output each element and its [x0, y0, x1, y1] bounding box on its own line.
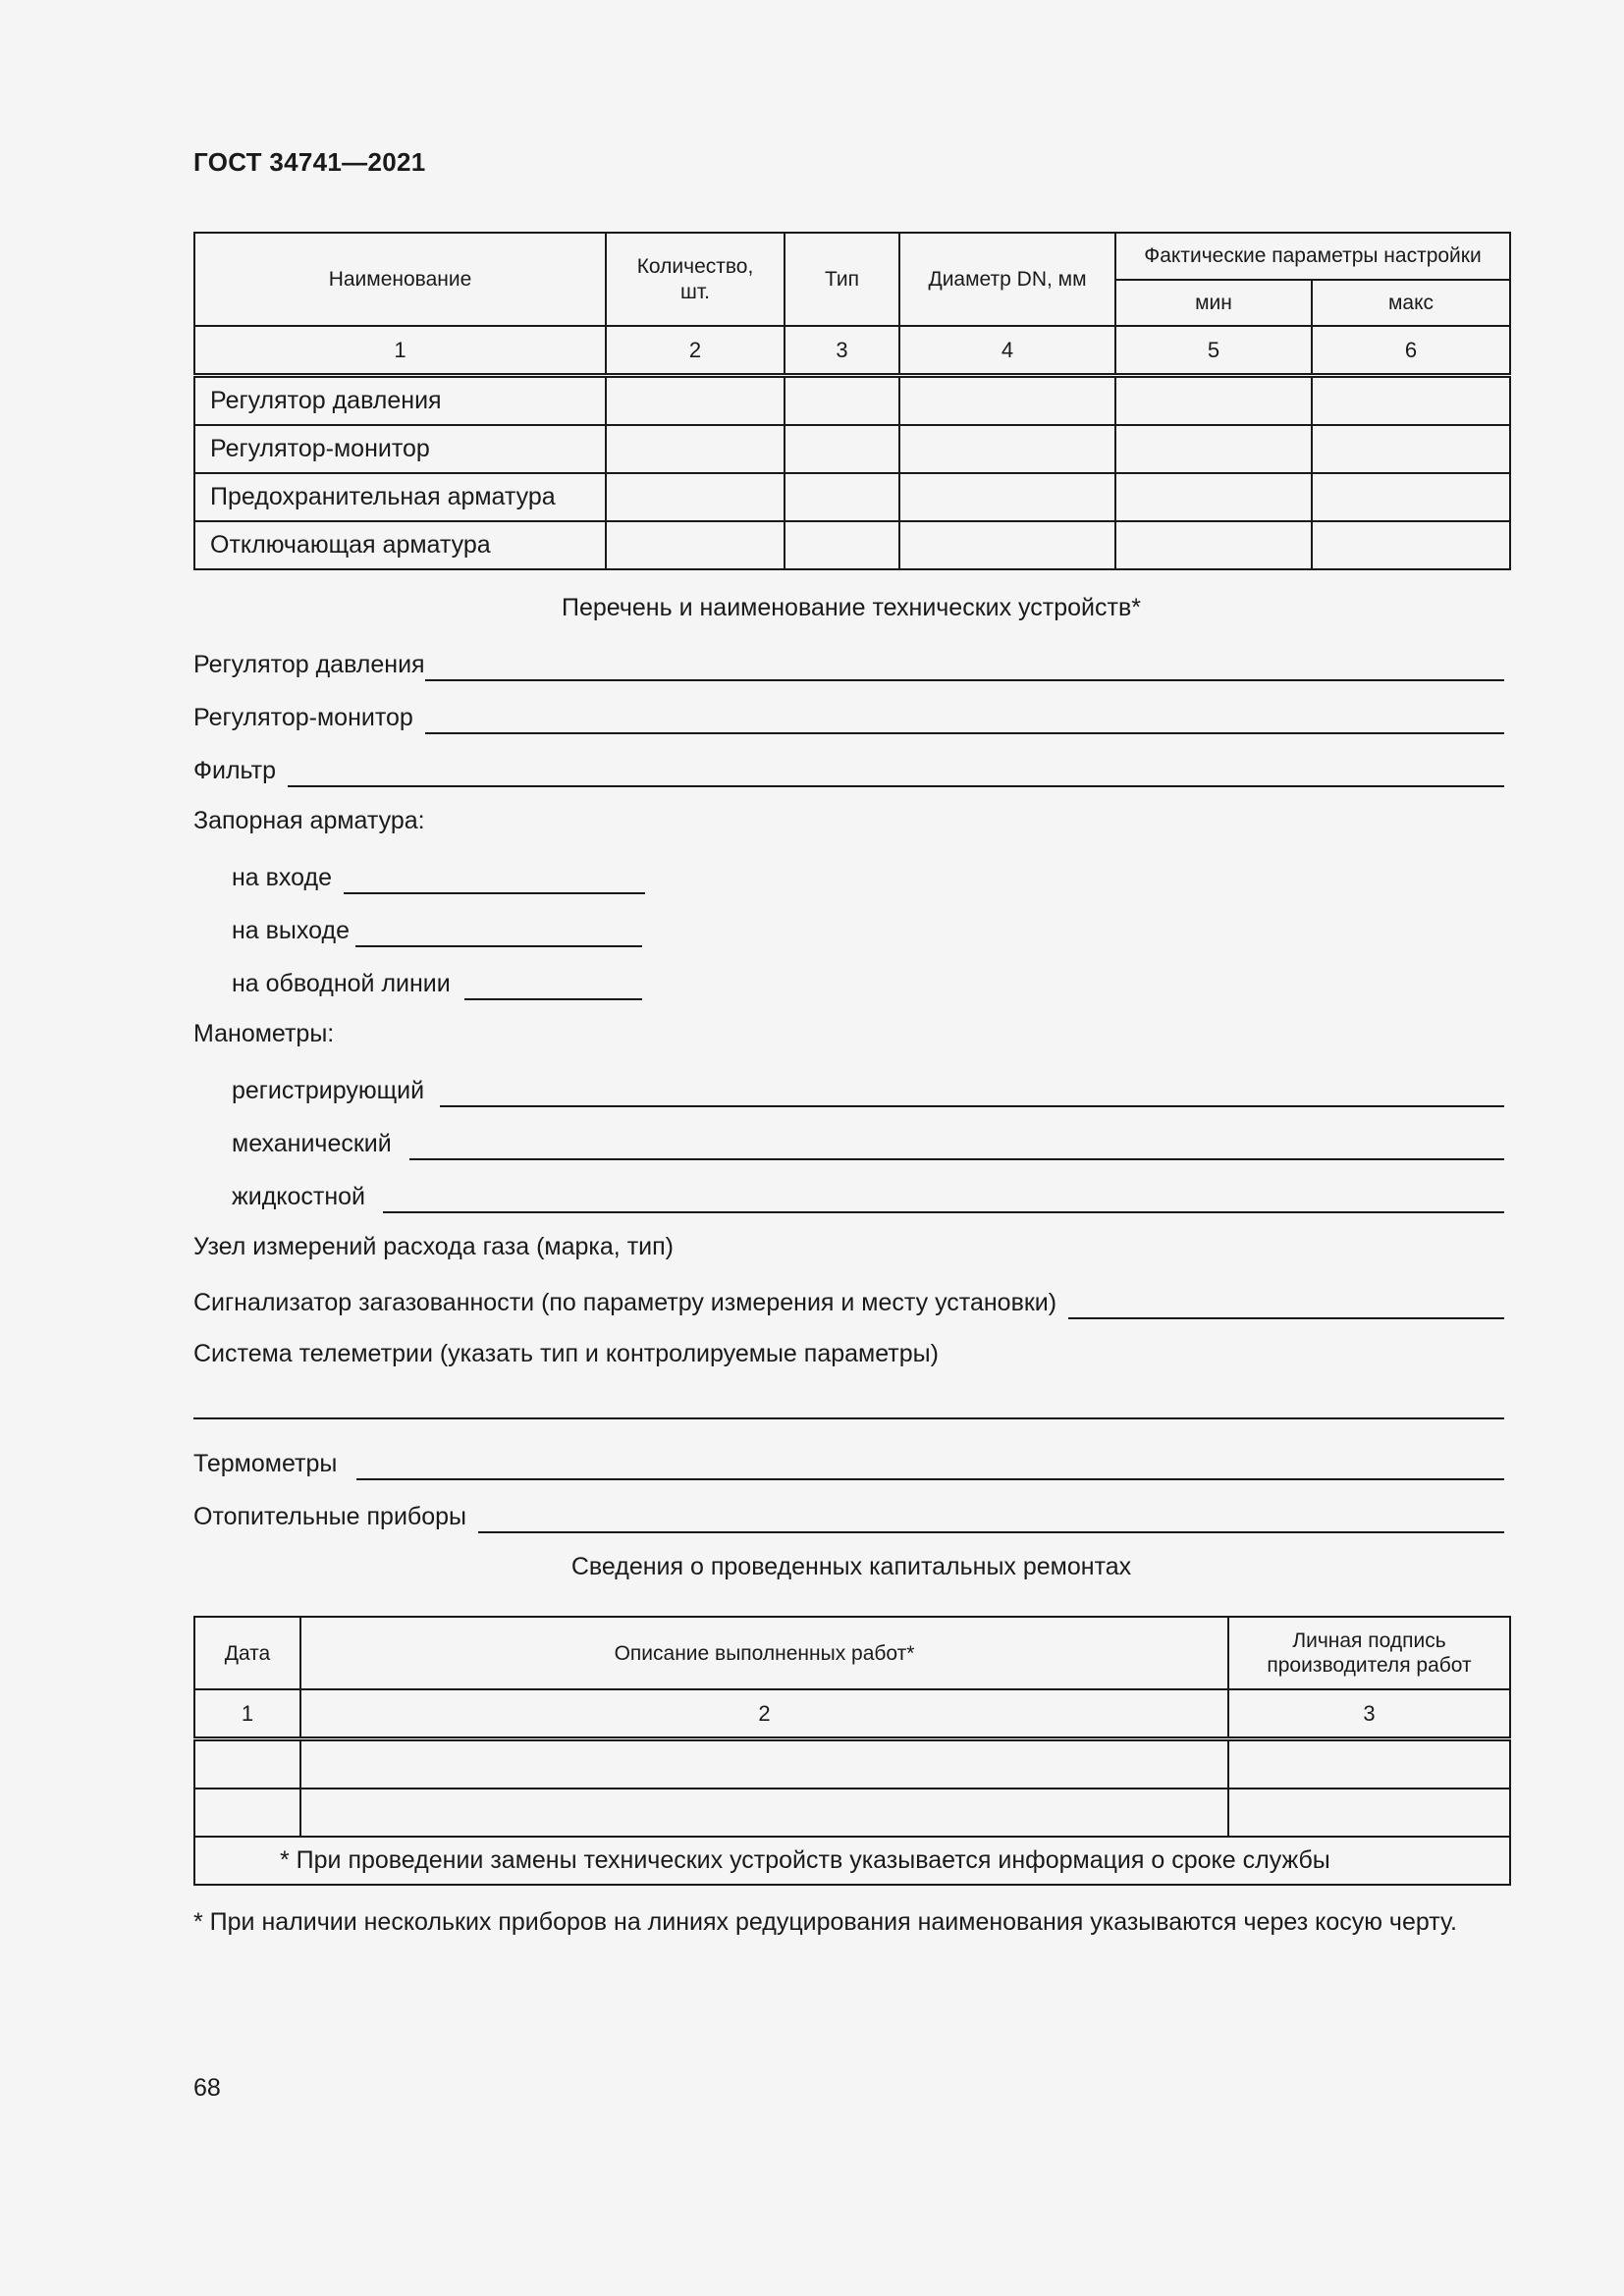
cell-diameter[interactable] — [899, 521, 1115, 569]
cell-quantity[interactable] — [606, 425, 785, 473]
field-label: Регулятор давления — [193, 651, 425, 678]
devices-section-title: Перечень и наименование технических устройств* — [562, 594, 1141, 621]
cell-diameter[interactable] — [899, 425, 1115, 473]
field-recording — [232, 1072, 1504, 1107]
fill-line[interactable] — [409, 1129, 1504, 1160]
cell-quantity[interactable] — [606, 521, 785, 569]
field-regulator-monitor — [193, 699, 1504, 734]
field-label: Регулятор-монитор — [193, 704, 413, 731]
header-max: макс — [1312, 280, 1510, 326]
page-number: 68 — [193, 2074, 221, 2102]
field-label: Отопительные приборы — [193, 1503, 467, 1530]
header-name: Наименование — [194, 233, 606, 326]
table-row — [194, 473, 1510, 521]
cell-type[interactable] — [785, 473, 899, 521]
column-number: 4 — [899, 326, 1115, 376]
table-row — [194, 1789, 1510, 1837]
document-header: ГОСТ 34741—2021 — [193, 147, 426, 177]
cell-min[interactable] — [1115, 521, 1312, 569]
cell-signature[interactable] — [1228, 1739, 1510, 1789]
field-filter — [193, 752, 1504, 787]
column-number: 5 — [1115, 326, 1312, 376]
header-actual-settings: Фактические параметры настройки — [1115, 233, 1510, 280]
cell-min[interactable] — [1115, 473, 1312, 521]
row-name: Предохранительная арматура — [194, 473, 606, 521]
column-number: 1 — [194, 326, 606, 376]
field-bypass — [232, 965, 642, 1000]
column-number: 3 — [785, 326, 899, 376]
column-number: 6 — [1312, 326, 1510, 376]
field-label: Термометры — [193, 1450, 338, 1477]
cell-max[interactable] — [1312, 425, 1510, 473]
field-label: на обводной линии — [232, 970, 451, 997]
cell-max[interactable] — [1312, 473, 1510, 521]
field-gas-alarm — [193, 1284, 1504, 1319]
fill-line[interactable] — [344, 863, 645, 894]
document-page — [193, 0, 1509, 2296]
field-mechanical — [232, 1125, 1504, 1160]
header-type: Тип — [785, 233, 899, 326]
fill-line[interactable] — [425, 650, 1504, 681]
footnote: * При наличии нескольких приборов на линиях редуцирования наименования указываются через косую черту. — [193, 1908, 1457, 1936]
shutoff-valves-label: Запорная арматура: — [193, 807, 425, 834]
field-label: механический — [232, 1130, 392, 1157]
cell-min[interactable] — [1115, 425, 1312, 473]
cell-quantity[interactable] — [606, 376, 785, 426]
cell-diameter[interactable] — [899, 376, 1115, 426]
column-numbers-row — [194, 326, 1510, 376]
field-pressure-regulator — [193, 646, 1504, 681]
field-label: на входе — [232, 864, 333, 891]
cell-signature[interactable] — [1228, 1789, 1510, 1837]
row-name: Отключающая арматура — [194, 521, 606, 569]
cell-max[interactable] — [1312, 521, 1510, 569]
field-thermometers — [193, 1445, 1504, 1480]
header-description: Описание выполненных работ* — [300, 1617, 1228, 1689]
header-quantity: Количество, шт. — [606, 233, 785, 326]
fill-line[interactable] — [288, 756, 1504, 787]
field-heating — [193, 1498, 1504, 1533]
cell-min[interactable] — [1115, 376, 1312, 426]
row-name: Регулятор давления — [194, 376, 606, 426]
column-number: 2 — [300, 1689, 1228, 1739]
cell-max[interactable] — [1312, 376, 1510, 426]
cell-type[interactable] — [785, 425, 899, 473]
table-row — [194, 1739, 1510, 1789]
column-numbers-row — [194, 1689, 1510, 1739]
table-row — [194, 521, 1510, 569]
row-name: Регулятор-монитор — [194, 425, 606, 473]
column-number: 2 — [606, 326, 785, 376]
header-min: мин — [1115, 280, 1312, 326]
header-diameter: Диаметр DN, мм — [899, 233, 1115, 326]
header-date: Дата — [194, 1617, 300, 1689]
field-label: жидкостной — [232, 1183, 366, 1210]
field-label: Фильтр — [193, 757, 276, 784]
settings-table — [193, 232, 1511, 570]
cell-type[interactable] — [785, 376, 899, 426]
repairs-note: * При проведении замены технических устройств указывается информация о сроке службы — [194, 1837, 1510, 1885]
cell-type[interactable] — [785, 521, 899, 569]
field-inlet — [232, 859, 645, 894]
telemetry-label: Система телеметрии (указать тип и контролируемые параметры) — [193, 1340, 939, 1367]
cell-diameter[interactable] — [899, 473, 1115, 521]
gas-metering-label: Узел измерений расхода газа (марка, тип) — [193, 1233, 674, 1260]
field-label: Сигнализатор загазованности (по параметру измерения и месту установки) — [193, 1289, 1057, 1316]
manometers-label: Манометры: — [193, 1020, 335, 1047]
fill-line[interactable] — [464, 969, 642, 1000]
fill-line[interactable] — [425, 703, 1504, 734]
cell-description[interactable] — [300, 1739, 1228, 1789]
fill-line[interactable] — [1068, 1288, 1504, 1319]
repairs-section-title: Сведения о проведенных капитальных ремонтах — [570, 1553, 1132, 1580]
repairs-table — [193, 1616, 1511, 1886]
cell-date[interactable] — [194, 1789, 300, 1837]
field-outlet — [232, 912, 642, 947]
fill-line[interactable] — [478, 1502, 1504, 1533]
fill-line[interactable] — [356, 1449, 1504, 1480]
column-number: 3 — [1228, 1689, 1510, 1739]
field-liquid — [232, 1178, 1504, 1213]
table-row — [194, 376, 1510, 426]
column-number: 1 — [194, 1689, 300, 1739]
cell-description[interactable] — [300, 1789, 1228, 1837]
table-row — [194, 425, 1510, 473]
field-label: регистрирующий — [232, 1077, 425, 1104]
cell-date[interactable] — [194, 1739, 300, 1789]
fill-line[interactable] — [440, 1076, 1504, 1107]
field-label: на выходе — [232, 917, 350, 944]
telemetry-fill-line[interactable] — [193, 1417, 1504, 1419]
header-signature: Личная подпись производителя работ — [1228, 1617, 1510, 1689]
fill-line[interactable] — [383, 1182, 1504, 1213]
cell-quantity[interactable] — [606, 473, 785, 521]
fill-line[interactable] — [355, 916, 642, 947]
